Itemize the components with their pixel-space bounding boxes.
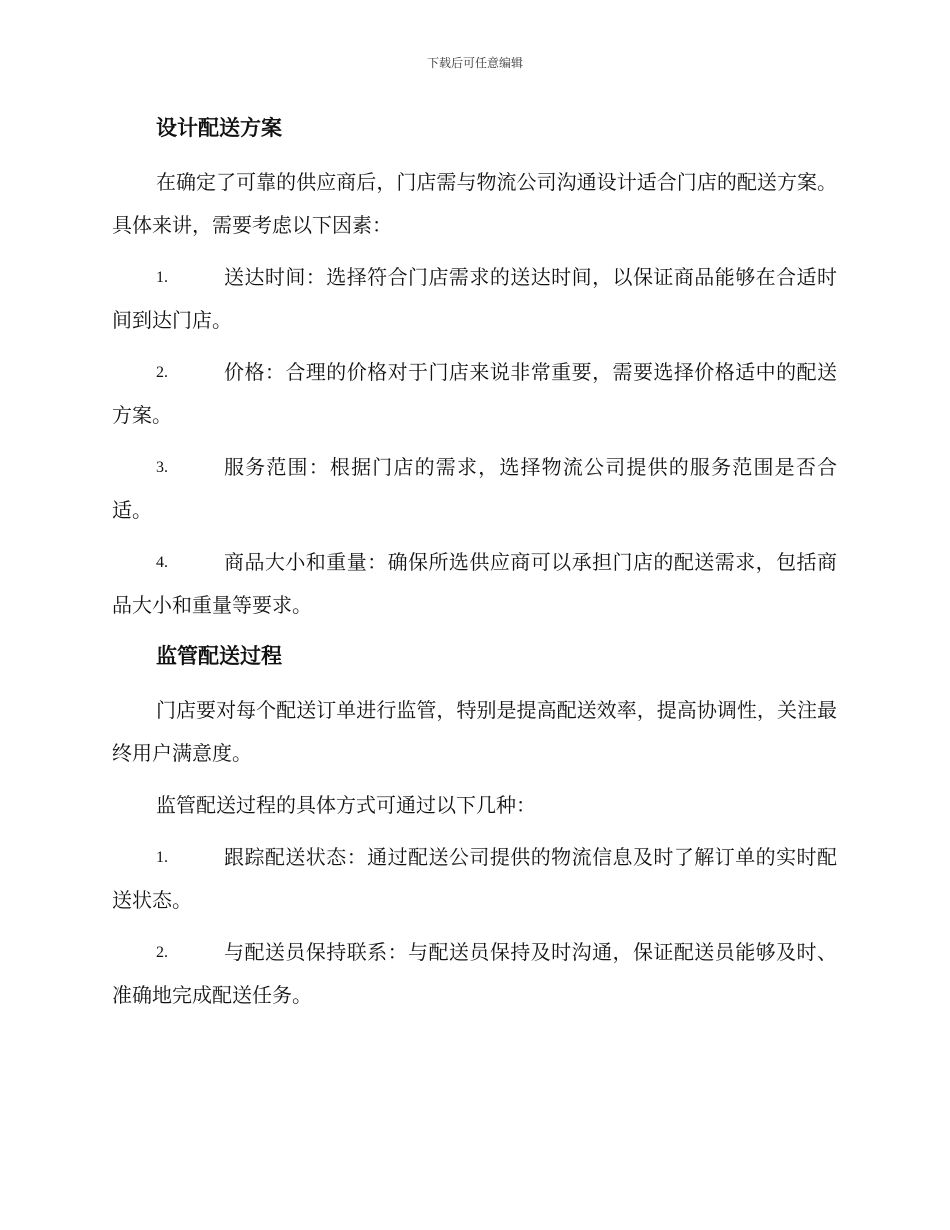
list-item (112, 256, 837, 342)
list-item (112, 446, 837, 532)
list-item-text: 服务范围：根据门店的需求，选择物流公司提供的服务范围是否合适。 (112, 455, 837, 522)
list-item-text: 价格：合理的价格对于门店来说非常重要，需要选择价格适中的配送方案。 (112, 360, 837, 427)
list-item (112, 931, 837, 1017)
list-item-text: 商品大小和重量：确保所选供应商可以承担门店的配送需求，包括商品大小和重量等要求。 (112, 550, 837, 617)
list-item-number: 1. (156, 269, 168, 286)
list-item-number: 2. (156, 364, 168, 381)
list-item (112, 541, 837, 627)
list-item-number: 3. (156, 459, 168, 476)
list-item-text: 跟踪配送状态：通过配送公司提供的物流信息及时了解订单的实时配送状态。 (112, 845, 837, 912)
section-heading-design: 设计配送方案 (156, 116, 282, 140)
section-intro-monitor: 门店要对每个配送订单进行监管，特别是提高配送效率，提高协调性，关注最终用户满意度。 (112, 698, 837, 765)
list-item (112, 351, 837, 437)
list-item-number: 4. (156, 554, 168, 571)
section-intro-monitor-methods: 监管配送过程的具体方式可通过以下几种： (156, 793, 536, 817)
header-note: 下载后可任意编辑 (426, 56, 523, 70)
list-item-number: 1. (156, 849, 168, 866)
section-heading-monitor: 监管配送过程 (156, 644, 282, 668)
list-item-text: 送达时间：选择符合门店需求的送达时间，以保证商品能够在合适时间到达门店。 (112, 265, 837, 332)
list-item (112, 836, 837, 922)
document-content (112, 108, 837, 1026)
list-item-text: 与配送员保持联系：与配送员保持及时沟通，保证配送员能够及时、准确地完成配送任务。 (112, 940, 837, 1007)
list-item-number: 2. (156, 944, 168, 961)
section-intro-design: 在确定了可靠的供应商后，门店需与物流公司沟通设计适合门店的配送方案。具体来讲，需要考虑以下因素： (112, 170, 837, 237)
